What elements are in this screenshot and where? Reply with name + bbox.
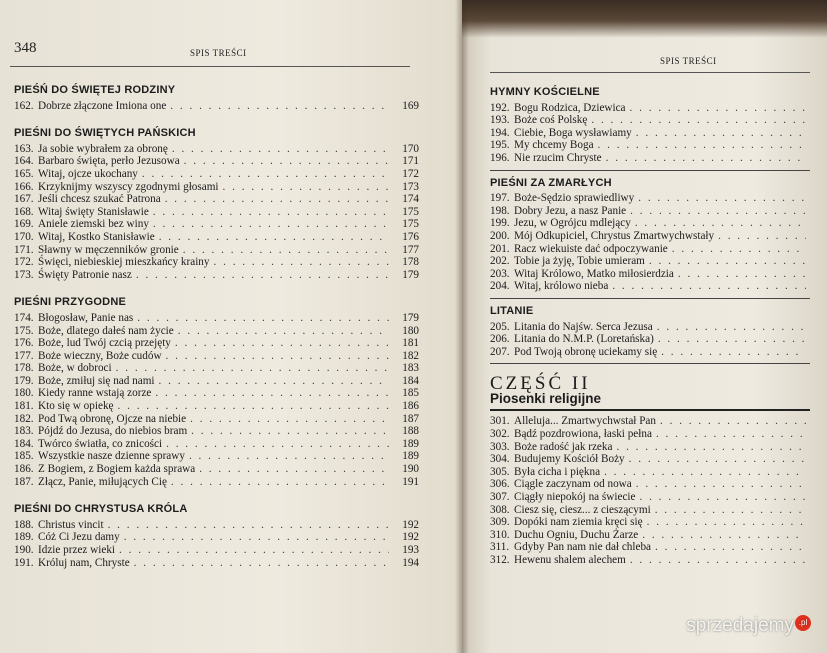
entry-page: 175	[402, 205, 419, 218]
entry-title: Błogosław, Panie nas	[38, 311, 134, 324]
section-heading: PIEŚNI PRZYGODNE	[14, 296, 126, 309]
entry-page: 171	[402, 155, 419, 168]
toc-entry	[14, 100, 419, 113]
entry-number: 176.	[14, 337, 34, 350]
entry-number: 162.	[14, 99, 34, 112]
dot-leader	[655, 541, 806, 554]
dot-leader	[630, 205, 806, 218]
entry-number: 197.	[490, 192, 510, 205]
entry-title: Witaj Królowo, Matko miłosierdzia	[514, 267, 674, 280]
entry-title: Ciągły niepokój na świecie	[514, 491, 636, 504]
entry-title: Pod Twą obronę, Ojcze na niebie	[38, 412, 187, 425]
entry-title: Barbaro święta, perło Jezusowa	[38, 155, 180, 168]
entry-page: 194	[402, 556, 419, 569]
header-rule	[490, 72, 810, 73]
entry-number: 206.	[490, 333, 510, 346]
entry-title: Krzyknijmy wszyscy zgodnymi głosami	[38, 180, 219, 193]
section-heading: HYMNY KOŚCIELNE	[490, 86, 600, 98]
dot-leader	[660, 415, 806, 428]
section-gap	[14, 112, 419, 121]
entry-title: Christus vincit	[38, 518, 104, 531]
entry-number: 170.	[14, 230, 34, 243]
entry-number: 309.	[490, 516, 510, 529]
entry-number: 207.	[490, 345, 510, 358]
entry-page: 177	[402, 243, 419, 256]
toc-entry	[14, 155, 419, 168]
toc-entry	[490, 205, 810, 218]
section-gap	[14, 281, 419, 290]
entry-title: Idzie przez wieki	[38, 544, 116, 556]
entry-number: 308.	[490, 503, 510, 516]
entry-number: 189.	[14, 531, 34, 544]
entry-title: Jezu, w Ogrójcu mdlejący	[514, 217, 631, 230]
entry-title: Gdyby Pan nam nie dał chleba	[514, 541, 652, 554]
toc-entry	[14, 312, 419, 325]
page-shadow	[462, 0, 827, 38]
toc-entry	[14, 218, 419, 231]
toc-entry	[14, 362, 419, 375]
entry-title: Witaj, Kostko Stanisławie	[38, 230, 155, 243]
part-title: CZĘŚĆ II	[490, 373, 591, 395]
dot-leader	[159, 231, 389, 244]
toc-entry	[490, 152, 810, 165]
toc-entry	[14, 256, 419, 269]
entry-number: 166.	[14, 180, 34, 193]
dot-leader	[116, 362, 389, 375]
entry-title: Święci, niebieskiej mieszkańcy krainy	[38, 256, 210, 269]
toc-entry	[490, 243, 810, 256]
entry-number: 169.	[14, 218, 34, 231]
dot-leader	[199, 463, 389, 476]
entry-title: Dopóki nam ziemia kręci się	[514, 516, 643, 529]
entry-title: Duchu Ogniu, Duchu Żarze	[514, 528, 639, 541]
entry-number: 186.	[14, 463, 34, 476]
entry-page: 190	[402, 463, 419, 476]
toc-entry	[14, 231, 419, 244]
toc-entry	[14, 463, 419, 476]
toc-entry	[490, 529, 810, 542]
entry-number: 203.	[490, 267, 510, 280]
dot-leader	[166, 438, 389, 451]
entry-number: 301.	[490, 415, 510, 428]
entry-title: Z Bogiem, z Bogiem każda sprawa	[38, 463, 196, 476]
entry-title: Ciągle zaczynam od nowa	[514, 478, 632, 491]
dot-leader	[591, 114, 806, 127]
dot-leader	[165, 193, 389, 206]
section-heading: PIEŚNI DO CHRYSTUSA KRÓLA	[14, 503, 188, 516]
entry-number: 173.	[14, 268, 34, 281]
toc-entry	[490, 268, 810, 281]
entry-page: 185	[402, 387, 419, 400]
entry-page: 193	[402, 544, 419, 556]
toc-entry	[14, 519, 419, 532]
dot-leader	[191, 425, 389, 438]
dot-leader	[630, 102, 806, 115]
page-number: 348	[14, 40, 37, 56]
entry-title: Kiedy ranne wstają zorze	[38, 387, 152, 400]
toc-entry	[14, 544, 419, 557]
entry-number: 199.	[490, 217, 510, 230]
entry-number: 167.	[14, 193, 34, 206]
entry-title: Wszystkie nasze dzienne sprawy	[38, 450, 185, 463]
dot-leader	[598, 139, 806, 152]
dot-leader	[124, 531, 389, 544]
entry-page: 172	[402, 167, 419, 180]
entry-number: 303.	[490, 440, 510, 453]
toc-entry	[490, 333, 810, 346]
entry-page: 174	[402, 193, 419, 206]
entry-title: Hewenu shalem alechem	[514, 554, 626, 566]
entry-title: Była cicha i piękna	[514, 465, 601, 478]
dot-leader	[137, 312, 389, 325]
dot-leader	[214, 256, 390, 269]
toc-entry	[14, 387, 419, 400]
section-rule	[490, 170, 810, 171]
entry-title: Jeśli chcesz szukać Patrona	[38, 193, 161, 206]
entry-page: 179	[402, 268, 419, 281]
entry-number: 306.	[490, 478, 510, 491]
dot-leader	[183, 244, 389, 257]
entry-number: 307.	[490, 491, 510, 504]
entry-title: Twórco światła, co znicości	[38, 437, 163, 450]
dot-leader	[170, 100, 389, 113]
dot-leader	[178, 325, 389, 338]
toc-entry	[490, 127, 810, 140]
entry-title: Litania do Najśw. Serca Jezusa	[514, 320, 653, 333]
entry-number: 177.	[14, 349, 34, 362]
entry-title: Sławny w męczenników gronie	[38, 243, 179, 256]
entry-title: Boże, w dobroci	[38, 362, 112, 375]
entry-title: Witaj, królowo nieba	[514, 280, 609, 293]
entry-page: 173	[402, 180, 419, 193]
section-heading: PIEŚŃ DO ŚWIĘTEJ RODZINY	[14, 84, 176, 96]
toc-entry	[490, 504, 810, 517]
entry-number: 205.	[490, 320, 510, 333]
entry-title: Bądź pozdrowiona, łaski pełna	[514, 428, 652, 441]
toc-entry	[490, 114, 810, 127]
section-rule	[490, 298, 810, 299]
entry-number: 175.	[14, 324, 34, 337]
dot-leader	[184, 155, 389, 168]
entry-number: 194.	[490, 126, 510, 139]
entry-number: 181.	[14, 400, 34, 413]
entry-page: 192	[402, 531, 419, 544]
entry-title: Ciesz się, ciesz... z cieszącymi	[514, 503, 651, 516]
entry-number: 195.	[490, 139, 510, 152]
dot-leader	[612, 280, 806, 293]
entry-title: Boże-Sędzio sprawiedliwy	[514, 192, 635, 205]
toc-entry	[14, 244, 419, 257]
toc-entry	[14, 168, 419, 181]
entry-number: 204.	[490, 280, 510, 293]
entry-title: Króluj nam, Chryste	[38, 556, 130, 569]
dot-leader	[108, 519, 389, 532]
dot-leader	[642, 529, 806, 542]
dot-leader	[647, 516, 806, 529]
entry-number: 190.	[14, 544, 34, 556]
dot-leader	[636, 127, 806, 140]
entry-page: 169	[402, 99, 419, 112]
entry-title: My chcemy Boga	[514, 139, 594, 152]
toc-entry	[14, 450, 419, 463]
dot-leader	[175, 337, 389, 350]
section-heading: LITANIE	[490, 304, 534, 317]
entry-title: Boże, dlatego dałeś nam życie	[38, 324, 174, 337]
entry-page: 192	[402, 518, 419, 531]
entry-number: 196.	[490, 151, 510, 164]
entry-title: Budujemy Kościół Boży	[514, 453, 625, 466]
part-rule	[490, 409, 810, 411]
entry-number: 310.	[490, 528, 510, 541]
dot-leader	[638, 192, 806, 205]
entry-page: 170	[402, 142, 419, 155]
entry-page: 184	[402, 374, 419, 387]
dot-leader	[658, 333, 806, 346]
dot-leader	[629, 453, 806, 466]
toc-entry	[490, 217, 810, 230]
dot-leader	[119, 544, 389, 557]
entry-number: 180.	[14, 387, 34, 400]
toc-entry	[490, 280, 810, 293]
entry-title: Ciebie, Boga wysławiamy	[514, 126, 632, 139]
entry-page: 179	[402, 311, 419, 324]
dot-leader	[153, 206, 389, 219]
section-heading: PIEŚNI ZA ZMARŁYCH	[490, 176, 612, 189]
toc-entry	[490, 255, 810, 268]
entry-title: Boże, lud Twój czcią przejęty	[38, 337, 171, 350]
entry-number: 191.	[14, 556, 34, 569]
entry-page: 175	[402, 218, 419, 231]
entry-title: Aniele ziemski bez winy	[38, 218, 149, 231]
entry-title: Litania do N.M.P. (Loretańska)	[514, 333, 654, 346]
dot-leader	[118, 400, 390, 413]
dot-leader	[159, 375, 389, 388]
entry-title: Ja sobie wybrałem za obronę	[38, 142, 168, 155]
entry-title: Cóż Ci Jezu damy	[38, 531, 120, 544]
entry-number: 184.	[14, 437, 34, 450]
dot-leader	[606, 152, 806, 165]
entry-page: 188	[402, 425, 419, 438]
section-heading: PIEŚNI DO ŚWIĘTYCH PAŃSKICH	[14, 127, 196, 140]
toc-entry	[490, 230, 810, 243]
entry-page: 189	[402, 450, 419, 463]
right-page	[462, 0, 827, 653]
entry-number: 172.	[14, 256, 34, 269]
header-rule	[10, 66, 410, 67]
entry-title: Boże, zmiłuj się nad nami	[38, 374, 155, 387]
toc-entry	[14, 350, 419, 363]
toc-entry	[14, 557, 419, 570]
toc-entry	[14, 400, 419, 413]
entry-number: 174.	[14, 311, 34, 324]
entry-title: Pójdź do Jezusa, do niebios bram	[38, 425, 188, 438]
dot-leader	[166, 350, 389, 363]
entry-number: 171.	[14, 243, 34, 256]
entry-number: 182.	[14, 412, 34, 425]
toc-entry	[14, 476, 419, 489]
entry-title: Kto się w opiekę	[38, 400, 114, 413]
toc-entry	[14, 438, 419, 451]
toc-entry	[14, 425, 419, 438]
toc-entry	[14, 413, 419, 426]
dot-leader	[142, 168, 389, 181]
toc-entry	[490, 491, 810, 504]
dot-leader	[649, 255, 806, 268]
entry-number: 178.	[14, 362, 34, 375]
toc-entry	[490, 466, 810, 479]
entry-title: Boże radość jak rzeka	[514, 440, 613, 453]
entry-page: 189	[402, 437, 419, 450]
entry-number: 201.	[490, 242, 510, 255]
entry-number: 187.	[14, 475, 34, 488]
entry-number: 188.	[14, 518, 34, 531]
toc-entry	[490, 428, 810, 441]
watermark-text: sprzedajemy	[686, 615, 794, 636]
left-toc-column	[14, 78, 419, 569]
entry-number: 193.	[490, 114, 510, 127]
entry-page: 180	[402, 324, 419, 337]
dot-leader	[189, 450, 389, 463]
entry-title: Mój Odkupiciel, Chrystus Zmartwychwstały	[514, 229, 715, 242]
toc-entry	[490, 139, 810, 152]
dot-leader	[635, 217, 806, 230]
dot-leader	[636, 478, 806, 491]
right-toc-column	[490, 80, 810, 567]
dot-leader	[630, 554, 806, 567]
dot-leader	[153, 218, 389, 231]
entry-title: Witaj święty Stanisławie	[38, 205, 149, 218]
entry-number: 185.	[14, 450, 34, 463]
entry-number: 202.	[490, 255, 510, 268]
running-head-right: SPIS TREŚCI	[660, 56, 717, 66]
entry-number: 304.	[490, 453, 510, 466]
entry-number: 198.	[490, 204, 510, 217]
entry-number: 183.	[14, 425, 34, 438]
dot-leader	[604, 466, 806, 479]
toc-entry	[14, 325, 419, 338]
entry-page: 182	[402, 349, 419, 362]
dot-leader	[155, 387, 389, 400]
toc-entry	[14, 181, 419, 194]
section-gap	[14, 488, 419, 497]
entry-title: Dobrze złączone Imiona one	[38, 99, 167, 112]
entry-title: Alleluja... Zmartwychwstał Pan	[514, 415, 656, 428]
entry-number: 179.	[14, 374, 34, 387]
toc-entry	[14, 531, 419, 544]
toc-entry	[490, 346, 810, 359]
running-head-left: SPIS TREŚCI	[190, 48, 247, 58]
entry-page: 191	[402, 475, 419, 488]
toc-entry	[490, 192, 810, 205]
entry-number: 311.	[490, 541, 510, 554]
watermark	[686, 615, 811, 637]
dot-leader	[678, 268, 806, 281]
dot-leader	[171, 476, 389, 489]
toc-entry	[490, 415, 810, 428]
entry-page: 178	[402, 256, 419, 269]
toc-entry	[490, 541, 810, 554]
entry-title: Tobie ja żyję, Tobie umieram	[514, 255, 645, 268]
entry-title: Dobry Jezu, a nasz Panie	[514, 204, 627, 217]
entry-title: Pod Twoją obronę uciekamy się	[514, 345, 658, 358]
toc-entry	[490, 516, 810, 529]
toc-entry	[490, 441, 810, 454]
watermark-badge: .pl	[795, 615, 811, 631]
dot-leader	[655, 504, 806, 517]
toc-entry	[14, 269, 419, 282]
dot-leader	[639, 491, 806, 504]
dot-leader	[718, 230, 806, 243]
section-rule	[490, 363, 810, 364]
toc-entry	[14, 143, 419, 156]
dot-leader	[616, 441, 806, 454]
entry-page: 181	[402, 337, 419, 350]
entry-number: 305.	[490, 465, 510, 478]
dot-leader	[136, 269, 389, 282]
entry-page: 187	[402, 412, 419, 425]
dot-leader	[190, 413, 389, 426]
entry-title: Racz wiekuiste dać odpoczywanie	[514, 242, 668, 255]
toc-entry	[490, 478, 810, 491]
dot-leader	[134, 557, 389, 570]
toc-entry	[490, 453, 810, 466]
entry-number: 192.	[490, 101, 510, 114]
dot-leader	[223, 181, 389, 194]
entry-page: 183	[402, 362, 419, 375]
entry-title: Boże coś Polskę	[514, 114, 588, 127]
entry-number: 200.	[490, 229, 510, 242]
entry-page: 186	[402, 400, 419, 413]
part-subtitle: Piosenki religijne	[490, 390, 602, 406]
dot-leader	[657, 321, 806, 334]
entry-title: Witaj, ojcze ukochany	[38, 167, 138, 180]
dot-leader	[661, 346, 806, 359]
entry-title: Złącz, Panie, miłujących Cię	[38, 475, 167, 488]
toc-entry	[14, 193, 419, 206]
entry-number: 164.	[14, 155, 34, 168]
toc-entry	[490, 554, 810, 567]
entry-number: 163.	[14, 142, 34, 155]
dot-leader	[672, 243, 806, 256]
toc-entry	[14, 375, 419, 388]
entry-number: 312.	[490, 554, 510, 566]
book-gutter	[455, 0, 469, 653]
toc-entry	[14, 337, 419, 350]
entry-title: Nie rzucim Chryste	[514, 151, 602, 164]
entry-number: 168.	[14, 205, 34, 218]
toc-entry	[14, 206, 419, 219]
entry-page: 176	[402, 230, 419, 243]
dot-leader	[172, 143, 389, 156]
entry-number: 302.	[490, 428, 510, 441]
toc-entry	[490, 321, 810, 334]
entry-title: Boże wieczny, Boże cudów	[38, 349, 162, 362]
toc-entry	[490, 102, 810, 115]
entry-title: Bogu Rodzica, Dziewica	[514, 101, 626, 114]
dot-leader	[656, 428, 806, 441]
entry-title: Święty Patronie nasz	[38, 268, 132, 281]
entry-number: 165.	[14, 167, 34, 180]
